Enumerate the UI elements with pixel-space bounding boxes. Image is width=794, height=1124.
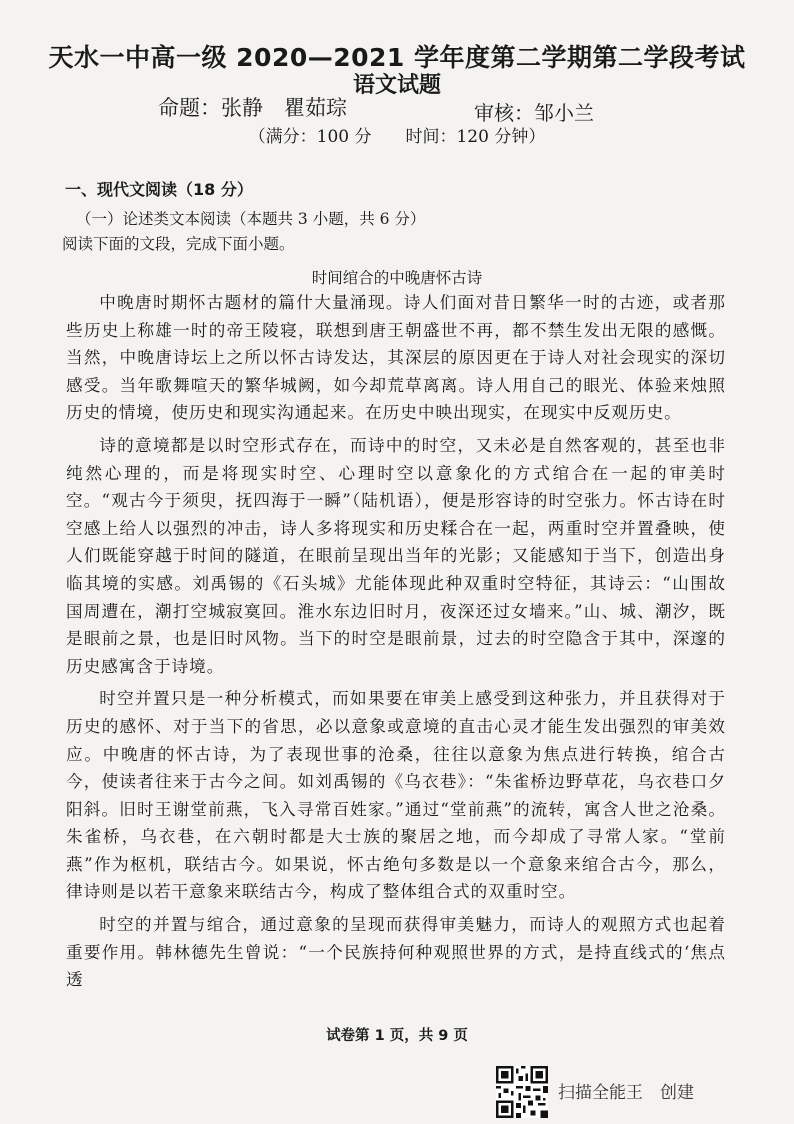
section-heading: 一、现代文阅读（18 分） [65, 180, 253, 199]
scanner-watermark: 扫描全能王 创建 [558, 1083, 694, 1103]
qr-code-icon [496, 1066, 548, 1118]
section-subheading: （一）论述类文本阅读（本题共 3 小题，共 6 分） [76, 210, 426, 228]
article-paragraph: 中晚唐时期怀古题材的篇什大量涌现。诗人们面对昔日繁华一时的古迹，或者那些历史上称雄一时的帝王陵寝，联想到唐王朝盛世不再，都不禁生发出无限的感慨。当然，中晚唐诗坛上之所以怀古诗发达，其深层的原因更在于诗人对社会现实的深切感受。当年歌舞喧天的繁华城阙，如今却荒草离离。诗人用自己的眼光、体验来烛照历史的情境，使历史和现实沟通起来。在历史中映出现实，在现实中反观历史。 [66, 293, 726, 423]
exam-authors: 命题：张静 瞿茹琮 [158, 96, 347, 120]
article-paragraph: 诗的意境都是以时空形式存在，而诗中的时空，又未必是自然客观的，甚至也非纯然心理的，而是将现实时空、心理时空以意象化的方式绾合在一起的审美时空。“观古今于须臾，抚四海于一瞬”（陆机语），便是形容诗的时空张力。怀古诗在时空感上给人以强烈的冲击，诗人多将现实和历史糅合在一起，两重时空并置叠映，使人们既能穿越于时间的隧道，在眼前呈现出当年的光影；又能感知于当下，创造出身临其境的实感。刘禹锡的《石头城》尤能体现此种双重时空特征，其诗云：“山围故国周遭在，潮打空城寂寞回。淮水东边旧时月，夜深还过女墙来。”山、城、潮汐，既是眼前之景，也是旧时风物。当下的时空是眼前景，过去的时空隐含于其中，深邃的历史感寓含于诗境。 [66, 435, 726, 676]
section-instruction: 阅读下面的文段，完成下面小题。 [62, 235, 295, 253]
exam-meta: （满分：100 分 时间：120 分钟） [248, 127, 546, 147]
article-paragraph: 时空的并置与绾合，通过意象的呈现而获得审美魅力，而诗人的观照方式也起着重要作用。韩林德先生曾说：“一个民族持何种观照世界的方式，是持直线式的‘焦点透 [66, 915, 726, 990]
article-title: 时间绾合的中晚唐怀古诗 [311, 269, 483, 287]
exam-title: 天水一中高一级 2020—2021 学年度第二学期第二学段考试 [48, 43, 746, 72]
exam-reviewer: 审核：邹小兰 [474, 101, 594, 125]
article-paragraph: 时空并置只是一种分析模式，而如果要在审美上感受到这种张力，并且获得对于历史的感怀、对于当下的省思，必以意象或意境的直击心灵才能生发出强烈的审美效应。中晚唐的怀古诗，为了表现世事的沧桑，往往以意象为焦点进行转换，绾合古今，使读者往来于古今之间。如刘禹锡的《乌衣巷》：“朱雀桥边野草花，乌衣巷口夕阳斜。旧时王谢堂前燕，飞入寻常百姓家。”通过“堂前燕”的流转，寓含人世之沧桑。朱雀桥，乌衣巷，在六朝时都是大士族的聚居之地，而今却成了寻常人家。“堂前燕”作为枢机，联结古今。如果说，怀古绝句多数是以一个意象来绾合古今，那么，律诗则是以若干意象来联结古今，构成了整体组合式的双重时空。 [66, 689, 726, 902]
article-body [66, 289, 726, 999]
page-footer: 试卷第 1 页，共 9 页 [326, 1028, 468, 1044]
exam-subtitle: 语文试题 [352, 73, 441, 98]
